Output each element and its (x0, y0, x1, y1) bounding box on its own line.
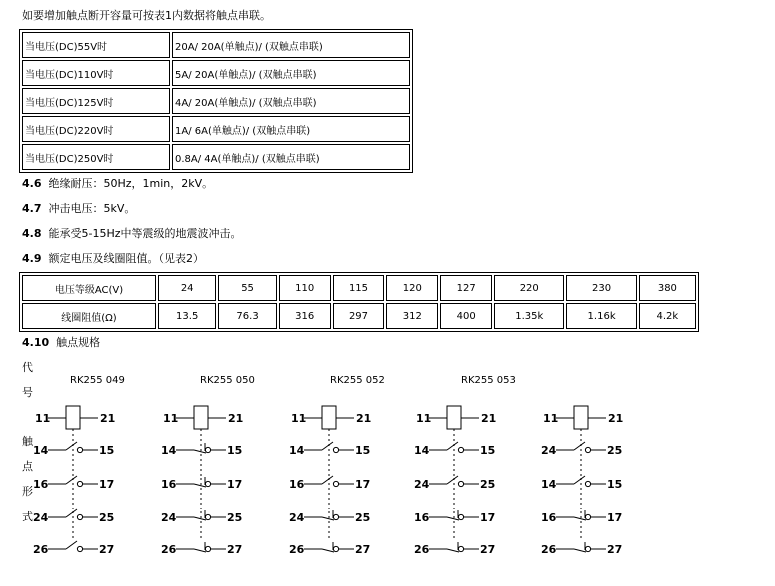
contact-no-blade (66, 509, 77, 517)
label-form-2: 点 (22, 460, 33, 473)
table-cell: 线圈阻值(Ω) (22, 303, 156, 329)
table-cell: 13.5 (158, 303, 216, 329)
contact-no-blade (574, 442, 585, 450)
model-label: RK255 050 (200, 375, 255, 386)
item-text: 额定电压及线圈阻值。（见表2） (48, 252, 204, 265)
contact-terminal (585, 514, 590, 519)
terminal-label: 15 (99, 444, 115, 457)
table-cell: 127 (440, 275, 492, 301)
table-cell: 380 (639, 275, 696, 301)
table-cell: 400 (440, 303, 492, 329)
label-form-1: 触 (22, 435, 33, 448)
terminal-label: 24 (33, 511, 49, 524)
table-cell: 24 (158, 275, 216, 301)
table-cell: 110 (279, 275, 331, 301)
coil-symbol (447, 406, 461, 429)
contact-nc-blade (194, 484, 206, 487)
intro-text: 如要增加触点断开容量可按表1内数据将触点串联。 (22, 9, 271, 22)
contact-nc-blade (194, 517, 206, 520)
table-cell: 297 (333, 303, 385, 329)
contact-nc-blade (447, 517, 459, 520)
terminal-label: 25 (355, 511, 371, 524)
contact-nc-blade (194, 450, 206, 453)
contact-no-blade (66, 442, 77, 450)
contact-nc-blade (322, 549, 334, 552)
contact-terminal (77, 514, 82, 519)
terminal-label: 27 (607, 543, 623, 556)
terminal-label: 26 (33, 543, 49, 556)
table-cell: 当电压(DC)55V时 (22, 32, 170, 58)
terminal-label: 11 (543, 412, 559, 425)
item-number: 4.6 (22, 177, 42, 190)
table-cell: 55 (218, 275, 276, 301)
coil-symbol (322, 406, 336, 429)
contact-terminal (333, 514, 338, 519)
table-cell: 当电压(DC)220V时 (22, 116, 170, 142)
terminal-label: 21 (356, 412, 372, 425)
terminal-label: 21 (228, 412, 244, 425)
item-text: 冲击电压：5kV。 (48, 202, 136, 215)
terminal-label: 26 (414, 543, 430, 556)
contact-terminal (458, 481, 463, 486)
contact-nc-blade (574, 517, 586, 520)
table-cell: 312 (386, 303, 438, 329)
contact-terminal (333, 546, 338, 551)
table-cell: 316 (279, 303, 331, 329)
terminal-label: 16 (161, 478, 177, 491)
terminal-label: 27 (99, 543, 115, 556)
contact-terminal (205, 447, 210, 452)
label-form-4: 式 (22, 510, 33, 523)
terminal-label: 14 (161, 444, 177, 457)
table-cell: 1A/ 6A(单触点)/ (双触点串联) (172, 116, 410, 142)
contact-terminal (77, 447, 82, 452)
item-number: 4.9 (22, 252, 42, 265)
terminal-label: 11 (416, 412, 432, 425)
table-cell: 220 (494, 275, 564, 301)
table-cell: 当电压(DC)250V时 (22, 144, 170, 170)
contact-nc-blade (322, 517, 334, 520)
terminal-label: 17 (355, 478, 371, 491)
contact-nc-blade (574, 549, 586, 552)
terminal-label: 26 (289, 543, 305, 556)
terminal-label: 15 (480, 444, 496, 457)
coil-symbol (194, 406, 208, 429)
terminal-label: 16 (541, 511, 557, 524)
terminal-label: 26 (161, 543, 177, 556)
item-text: 触点规格 (56, 336, 101, 349)
terminal-label: 16 (289, 478, 305, 491)
model-label: RK255 053 (461, 375, 516, 386)
contact-no-blade (322, 476, 333, 484)
item-number: 4.7 (22, 202, 42, 215)
terminal-label: 24 (541, 444, 557, 457)
table-cell: 当电压(DC)125V时 (22, 88, 170, 114)
terminal-label: 27 (227, 543, 243, 556)
terminal-label: 25 (607, 444, 623, 457)
contact-terminal (333, 481, 338, 486)
terminal-label: 16 (414, 511, 430, 524)
contact-no-blade (447, 442, 458, 450)
item-number: 4.10 (22, 336, 50, 349)
contact-terminal (77, 546, 82, 551)
terminal-label: 11 (35, 412, 51, 425)
item-text: 绝缘耐压：50Hz，1min，2kV。 (48, 177, 214, 190)
table-cell: 1.35k (494, 303, 564, 329)
terminal-label: 16 (33, 478, 49, 491)
terminal-label: 17 (480, 511, 496, 524)
model-label: RK255 049 (70, 375, 125, 386)
terminal-label: 24 (289, 511, 305, 524)
terminal-label: 21 (608, 412, 624, 425)
contact-terminal (333, 447, 338, 452)
terminal-label: 15 (607, 478, 623, 491)
item-number: 4.8 (22, 227, 42, 240)
terminal-label: 14 (33, 444, 49, 457)
terminal-label: 21 (481, 412, 497, 425)
coil-symbol (574, 406, 588, 429)
terminal-label: 24 (414, 478, 430, 491)
terminal-label: 14 (541, 478, 557, 491)
table-cell: 20A/ 20A(单触点)/ (双触点串联) (172, 32, 410, 58)
contact-terminal (585, 481, 590, 486)
table-cell: 230 (566, 275, 636, 301)
terminal-label: 14 (289, 444, 305, 457)
contact-nc-blade (447, 549, 459, 552)
label-code-1: 代 (22, 361, 33, 374)
terminal-label: 14 (414, 444, 430, 457)
contact-terminal (585, 447, 590, 452)
contact-no-blade (66, 476, 77, 484)
terminal-label: 26 (541, 543, 557, 556)
terminal-label: 25 (99, 511, 115, 524)
terminal-label: 17 (227, 478, 243, 491)
contact-terminal (205, 546, 210, 551)
contact-terminal (458, 447, 463, 452)
contact-terminal (458, 546, 463, 551)
terminal-label: 21 (100, 412, 116, 425)
terminal-label: 17 (607, 511, 623, 524)
table-cell: 4.2k (639, 303, 696, 329)
contact-terminal (77, 481, 82, 486)
contact-no-blade (574, 476, 585, 484)
table-cell: 0.8A/ 4A(单触点)/ (双触点串联) (172, 144, 410, 170)
terminal-label: 17 (99, 478, 115, 491)
contact-terminal (205, 481, 210, 486)
label-form-3: 形 (22, 485, 33, 498)
coil-symbol (66, 406, 80, 429)
terminal-label: 25 (227, 511, 243, 524)
terminal-label: 15 (227, 444, 243, 457)
item-text: 能承受5-15Hz中等震级的地震波冲击。 (48, 227, 242, 240)
table-cell: 5A/ 20A(单触点)/ (双触点串联) (172, 60, 410, 86)
terminal-label: 24 (161, 511, 177, 524)
model-label: RK255 052 (330, 375, 385, 386)
terminal-label: 27 (355, 543, 371, 556)
terminal-label: 25 (480, 478, 496, 491)
table-cell: 120 (386, 275, 438, 301)
table-cell: 1.16k (566, 303, 636, 329)
terminal-label: 11 (291, 412, 307, 425)
contact-no-blade (447, 476, 458, 484)
table-cell: 4A/ 20A(单触点)/ (双触点串联) (172, 88, 410, 114)
label-code-2: 号 (22, 386, 33, 399)
terminal-label: 15 (355, 444, 371, 457)
table-cell: 当电压(DC)110V时 (22, 60, 170, 86)
contact-no-blade (66, 541, 77, 549)
terminal-label: 11 (163, 412, 179, 425)
contact-no-blade (322, 442, 333, 450)
table-cell: 76.3 (218, 303, 276, 329)
contact-terminal (585, 546, 590, 551)
terminal-label: 27 (480, 543, 496, 556)
contact-terminal (458, 514, 463, 519)
table-cell: 电压等级AC(V) (22, 275, 156, 301)
table-cell: 115 (333, 275, 385, 301)
contact-nc-blade (194, 549, 206, 552)
contact-terminal (205, 514, 210, 519)
